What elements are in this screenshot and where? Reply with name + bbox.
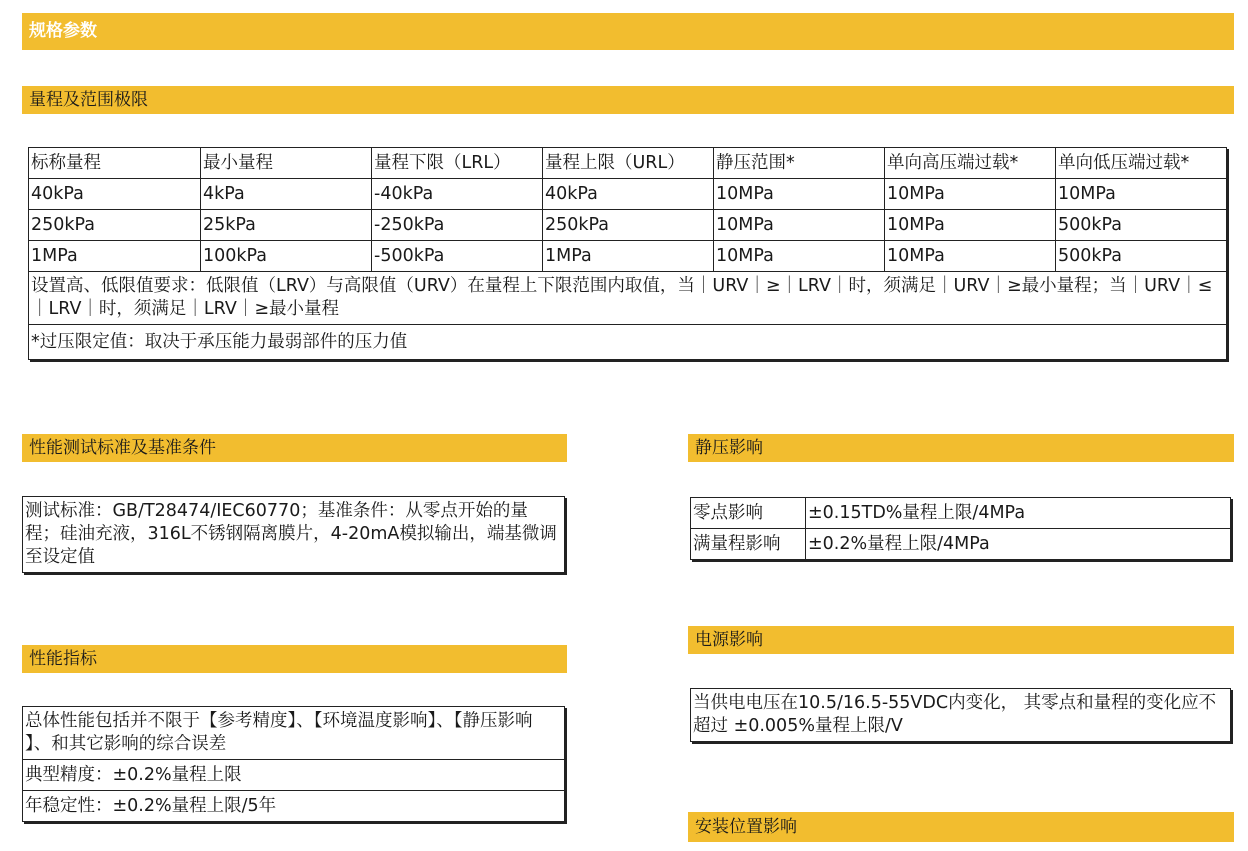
annual-stability-text: 年稳定性：±0.2%量程上限/5年 <box>23 791 565 822</box>
table-row <box>29 241 1227 272</box>
table-cell: 10MPa <box>885 179 1056 210</box>
table-row <box>23 760 565 791</box>
typical-accuracy-text: 典型精度：±0.2%量程上限 <box>23 760 565 791</box>
table-row <box>29 272 1227 325</box>
table-header-cell: 静压范围* <box>714 148 885 179</box>
table-header-cell: 最小量程 <box>201 148 372 179</box>
performance-section-heading <box>22 645 567 673</box>
static-span-label: 满量程影响 <box>691 529 806 560</box>
table-cell: -250kPa <box>372 210 543 241</box>
table-cell: 10MPa <box>714 210 885 241</box>
table-cell: 10MPa <box>885 241 1056 272</box>
performance-section-title: 性能指标 <box>29 649 97 669</box>
table-cell: 4kPa <box>201 179 372 210</box>
static-span-value: ±0.2%量程上限/4MPa <box>806 529 1231 560</box>
mount-section-title: 安装位置影响 <box>695 817 797 837</box>
table-cell: 40kPa <box>543 179 714 210</box>
range-setting-note: 设置高、低限值要求：低限值（LRV）与高限值（URV）在量程上下限范围内取值，当｜URV｜≥｜LRV｜时，须满足｜URV｜≥最小量程；当｜URV｜≤｜LRV｜时，须满足｜LRV｜≥最小量程 <box>29 272 1227 325</box>
range-section-title: 量程及范围极限 <box>29 90 148 110</box>
test-standard-text: 测试标准：GB/T28474/IEC60770；基准条件：从零点开始的量程；硅油充液，316L不锈钢隔离膜片，4-20mA模拟输出，端基微调至设定值 <box>23 497 565 573</box>
range-table-header <box>29 148 1227 179</box>
table-row <box>691 689 1231 742</box>
table-cell: 250kPa <box>543 210 714 241</box>
table-cell: 500kPa <box>1056 210 1227 241</box>
static-table <box>690 497 1231 560</box>
table-cell: 10MPa <box>714 241 885 272</box>
range-table <box>28 147 1227 360</box>
test-table <box>22 496 565 573</box>
table-row <box>23 707 565 760</box>
static-zero-value: ±0.15TD%量程上限/4MPa <box>806 498 1231 529</box>
table-cell: -500kPa <box>372 241 543 272</box>
power-section-title: 电源影响 <box>695 630 763 650</box>
table-row <box>29 210 1227 241</box>
table-cell: 10MPa <box>885 210 1056 241</box>
power-table <box>690 688 1231 742</box>
table-cell: 1MPa <box>543 241 714 272</box>
table-header-cell: 单向高压端过载* <box>885 148 1056 179</box>
table-row <box>691 529 1231 560</box>
static-zero-label: 零点影响 <box>691 498 806 529</box>
table-cell: 10MPa <box>714 179 885 210</box>
table-cell: 500kPa <box>1056 241 1227 272</box>
mount-section-heading <box>688 812 1234 842</box>
table-header-cell: 单向低压端过载* <box>1056 148 1227 179</box>
performance-table <box>22 706 565 822</box>
table-cell: 10MPa <box>1056 179 1227 210</box>
table-row <box>691 498 1231 529</box>
table-header-cell: 标称量程 <box>29 148 201 179</box>
table-cell: 25kPa <box>201 210 372 241</box>
table-header-cell: 量程上限（URL） <box>543 148 714 179</box>
page-title-bar <box>22 13 1234 50</box>
table-row <box>29 325 1227 360</box>
test-section-heading <box>22 434 567 462</box>
test-section-title: 性能测试标准及基准条件 <box>29 438 216 458</box>
table-cell: -40kPa <box>372 179 543 210</box>
static-section-title: 静压影响 <box>695 438 763 458</box>
overload-note: *过压限定值：取决于承压能力最弱部件的压力值 <box>29 325 1227 360</box>
table-row <box>29 179 1227 210</box>
power-section-heading <box>688 626 1234 654</box>
table-cell: 40kPa <box>29 179 201 210</box>
performance-overall-text: 总体性能包括并不限于【参考精度】、【环境温度影响】、【静压影响 】、和其它影响的综合误差 <box>23 707 565 760</box>
range-section-heading <box>22 86 1234 114</box>
power-effect-text: 当供电电压在10.5/16.5-55VDC内变化， 其零点和量程的变化应不超过 ±0.005%量程上限/V <box>691 689 1231 742</box>
table-cell: 250kPa <box>29 210 201 241</box>
table-cell: 100kPa <box>201 241 372 272</box>
static-section-heading <box>688 434 1234 462</box>
table-cell: 1MPa <box>29 241 201 272</box>
table-row <box>23 791 565 822</box>
page-title: 规格参数 <box>29 21 97 41</box>
table-row <box>23 497 565 573</box>
table-header-cell: 量程下限（LRL） <box>372 148 543 179</box>
